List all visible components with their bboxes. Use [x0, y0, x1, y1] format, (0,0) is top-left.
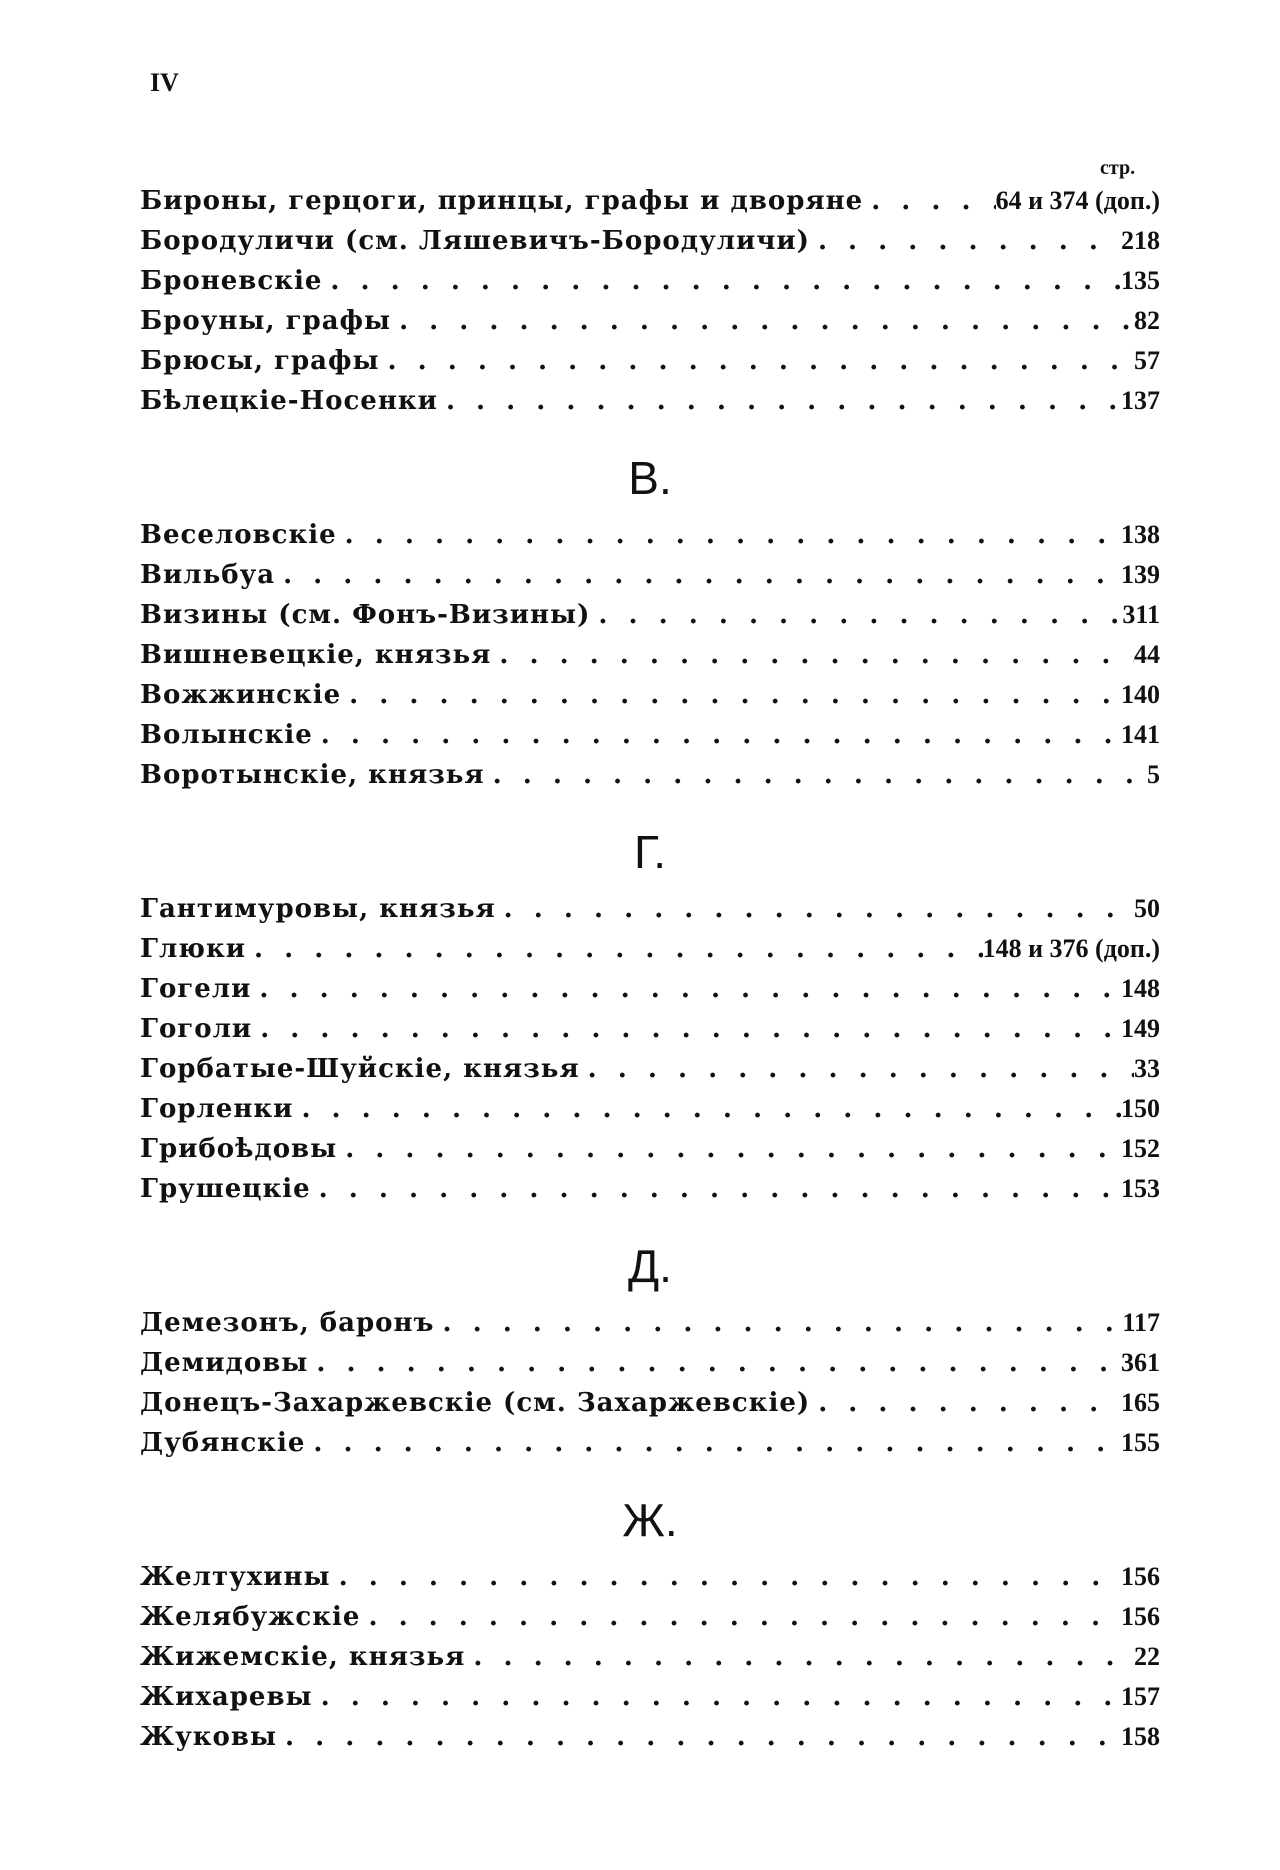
- entry-page: 158: [1121, 1722, 1160, 1751]
- dot-leader: [438, 386, 1121, 416]
- dot-leader: [313, 720, 1121, 750]
- entry-page: 361: [1121, 1348, 1160, 1377]
- toc-entry: [140, 1562, 1160, 1602]
- dot-leader: [293, 1094, 1121, 1124]
- toc-section: [140, 186, 1160, 426]
- dot-leader: [331, 1562, 1121, 1592]
- dot-leader: [246, 934, 983, 964]
- toc-entry: [140, 1308, 1160, 1348]
- dot-leader: [391, 306, 1134, 336]
- entry-name: Вильбуа: [140, 560, 276, 590]
- entry-name: Демезонъ, баронъ: [140, 1308, 435, 1338]
- entry-page: 157: [1121, 1682, 1160, 1711]
- toc-entry: [140, 266, 1160, 306]
- entry-name: Бироны, герцоги, принцы, графы и дворяне: [140, 186, 864, 216]
- toc-entry: [140, 1388, 1160, 1428]
- entry-name: Горбатые-Шуйскіе, князья: [140, 1054, 580, 1084]
- dot-leader: [277, 1722, 1121, 1752]
- dot-leader: [810, 1388, 1121, 1418]
- entry-page: 138: [1121, 520, 1160, 549]
- toc-entry: [140, 934, 1160, 974]
- entry-name: Глюки: [140, 934, 247, 964]
- entry-name: Брюсы, графы: [140, 346, 380, 376]
- dot-leader: [252, 1014, 1121, 1044]
- entry-page: 5: [1147, 760, 1160, 789]
- entry-page: 153: [1121, 1174, 1160, 1203]
- entry-page: 64 и 374 (доп.): [995, 186, 1160, 215]
- toc-entry: [140, 306, 1160, 346]
- entry-page: 139: [1121, 560, 1160, 589]
- toc-entry: [140, 974, 1160, 1014]
- toc-entry: [140, 1014, 1160, 1054]
- toc-entry: [140, 1642, 1160, 1682]
- entry-page: 150: [1121, 1094, 1160, 1123]
- toc-entry: [140, 1428, 1160, 1468]
- dot-leader: [360, 1602, 1121, 1632]
- dot-leader: [863, 186, 995, 216]
- dot-leader: [308, 1348, 1121, 1378]
- entry-name: Воротынскіе, князья: [140, 760, 485, 790]
- entry-page: 155: [1121, 1428, 1160, 1457]
- entry-name: Грушецкіе: [140, 1174, 311, 1204]
- toc-entry: [140, 1094, 1160, 1134]
- entry-page: 22: [1134, 1642, 1160, 1671]
- entry-page: 311: [1122, 600, 1160, 629]
- entry-page: 137: [1121, 386, 1160, 415]
- dot-leader: [337, 520, 1121, 550]
- toc-entry: [140, 1054, 1160, 1094]
- entry-page: 152: [1121, 1134, 1160, 1163]
- section-letter-heading: Д.: [628, 1240, 672, 1292]
- entry-name: Желтухины: [140, 1562, 331, 1592]
- toc-entry: [140, 226, 1160, 266]
- dot-leader: [322, 266, 1121, 296]
- entry-page: 82: [1134, 306, 1160, 335]
- dot-leader: [311, 1174, 1121, 1204]
- entry-page: 33: [1134, 1054, 1160, 1083]
- entry-page: 218: [1121, 226, 1160, 255]
- dot-leader: [496, 894, 1134, 924]
- entry-name: Вожжинскіе: [140, 680, 342, 710]
- entry-name: Визины (см. Фонъ-Визины): [140, 600, 591, 630]
- entry-page: 50: [1134, 894, 1160, 923]
- dot-leader: [580, 1054, 1134, 1084]
- toc-section: [140, 450, 1160, 800]
- dot-leader: [465, 1642, 1134, 1672]
- entry-name: Донецъ-Захаржевскіе (см. Захаржевскіе): [140, 1388, 811, 1418]
- dot-leader: [275, 560, 1121, 590]
- toc-entry: [140, 346, 1160, 386]
- page-column-header: стр.: [1100, 157, 1136, 179]
- entry-name: Броуны, графы: [140, 306, 392, 336]
- entry-page: 148: [1121, 974, 1160, 1003]
- dot-leader: [380, 346, 1134, 376]
- toc-entry: [140, 720, 1160, 760]
- entry-page: 57: [1134, 346, 1160, 375]
- dot-leader: [341, 680, 1121, 710]
- section-letter-heading: Ж.: [622, 1494, 678, 1546]
- entry-name: Демидовы: [140, 1348, 309, 1378]
- entry-name: Горленки: [140, 1094, 294, 1124]
- entry-name: Волынскіе: [140, 720, 313, 750]
- toc-entry: [140, 1722, 1160, 1762]
- toc-section: [140, 1492, 1160, 1762]
- dot-leader: [313, 1682, 1121, 1712]
- entry-name: Жуковы: [140, 1722, 278, 1752]
- entry-page: 141: [1121, 720, 1160, 749]
- toc-entry: [140, 680, 1160, 720]
- section-letter-heading: В.: [628, 452, 672, 504]
- dot-leader: [305, 1428, 1121, 1458]
- toc-entry: [140, 894, 1160, 934]
- toc-entry: [140, 760, 1160, 800]
- entry-name: Жихаревы: [140, 1682, 313, 1712]
- toc-entry: [140, 1682, 1160, 1722]
- entry-name: Жижемскіе, князья: [140, 1642, 466, 1672]
- toc-entry: [140, 386, 1160, 426]
- entry-name: Дубянскіе: [140, 1428, 306, 1458]
- toc-entry: [140, 1348, 1160, 1388]
- toc-entry: [140, 1134, 1160, 1174]
- entry-name: Желябужскіе: [140, 1602, 361, 1632]
- entry-page: 148 и 376 (доп.): [982, 934, 1160, 963]
- entry-name: Веселовскіе: [140, 520, 337, 550]
- entry-name: Гантимуровы, князья: [140, 894, 496, 924]
- toc-entry: [140, 520, 1160, 560]
- entry-page: 117: [1122, 1308, 1160, 1337]
- toc-entry: [140, 1174, 1160, 1214]
- entry-name: Бѣлецкіе-Носенки: [140, 386, 438, 416]
- toc-section: [140, 824, 1160, 1214]
- toc-entry: [140, 640, 1160, 680]
- entry-page: 156: [1121, 1562, 1160, 1591]
- entry-name: Грибоѣдовы: [140, 1134, 338, 1164]
- toc-entry: [140, 1602, 1160, 1642]
- entry-page: 135: [1121, 266, 1160, 295]
- entry-name: Броневскіе: [140, 266, 323, 296]
- entry-page: 156: [1121, 1602, 1160, 1631]
- dot-leader: [251, 974, 1121, 1004]
- toc-section: [140, 1238, 1160, 1468]
- entry-page: 140: [1121, 680, 1160, 709]
- entry-name: Гогели: [140, 974, 252, 1004]
- toc-entry: [140, 186, 1160, 226]
- toc-entry: [140, 600, 1160, 640]
- entry-page: 44: [1134, 640, 1160, 669]
- dot-leader: [810, 226, 1121, 256]
- dot-leader: [491, 640, 1134, 670]
- entry-page: 149: [1121, 1014, 1160, 1043]
- table-of-contents: [140, 186, 1160, 1762]
- entry-name: Вишневецкіе, князья: [140, 640, 492, 670]
- dot-leader: [434, 1308, 1122, 1338]
- section-letter-heading: Г.: [633, 826, 667, 878]
- entry-name: Гоголи: [140, 1014, 253, 1044]
- dot-leader: [485, 760, 1147, 790]
- toc-entry: [140, 560, 1160, 600]
- dot-leader: [590, 600, 1122, 630]
- page-number: IV: [150, 68, 179, 97]
- entry-name: Бородуличи (см. Ляшевичъ-Бородуличи): [140, 226, 810, 256]
- dot-leader: [337, 1134, 1121, 1164]
- entry-page: 165: [1121, 1388, 1160, 1417]
